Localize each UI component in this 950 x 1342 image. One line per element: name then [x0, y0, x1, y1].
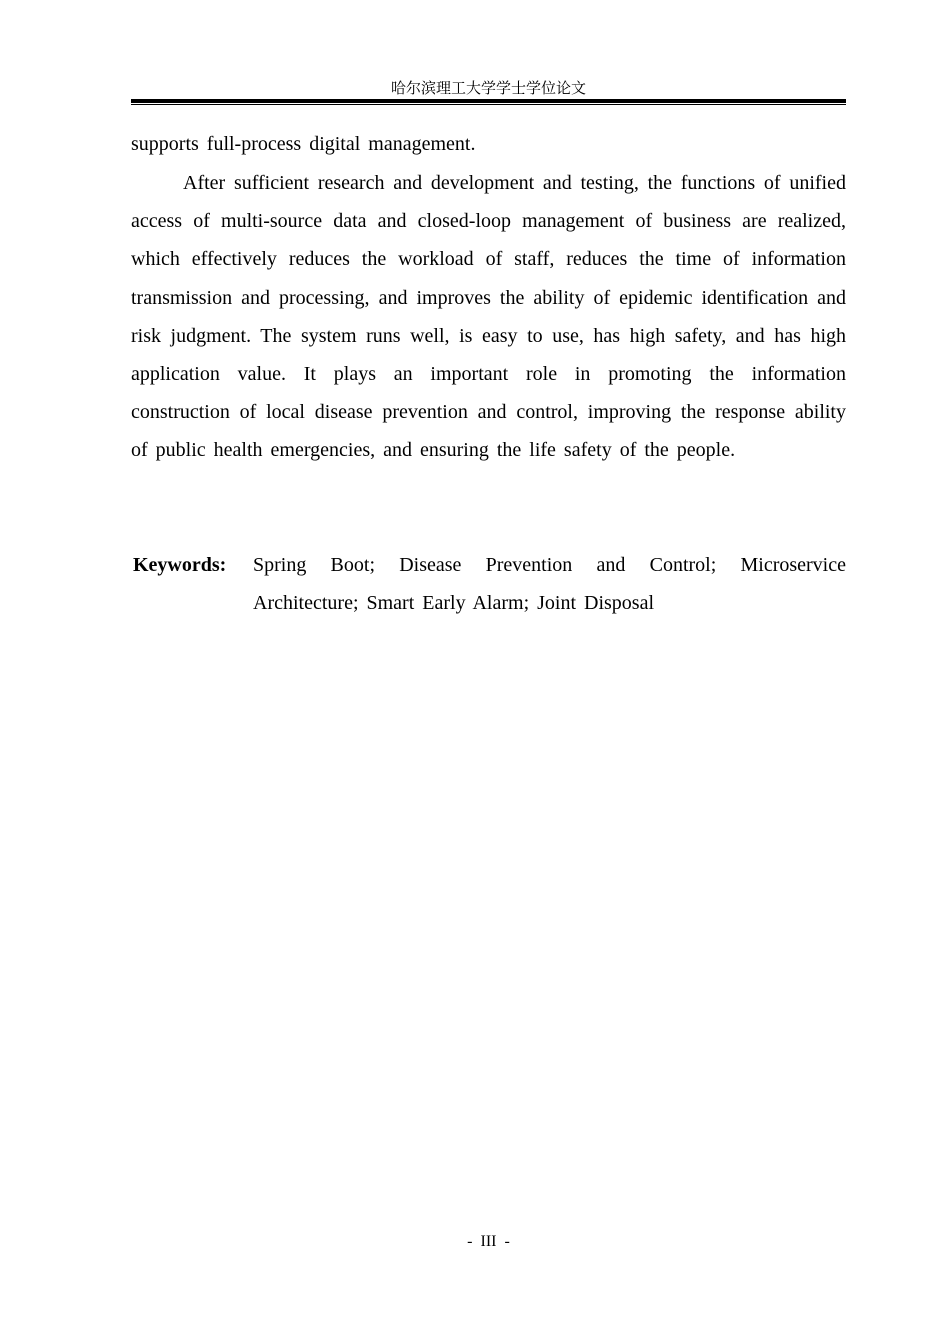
keywords-value: Spring Boot; Disease Prevention and Control; Microservice Architecture; Smart Early Alarm; Joint Disposal — [253, 554, 846, 615]
keywords-label: Keywords: — [133, 554, 227, 576]
continued-paragraph: supports full-process digital management. — [131, 133, 476, 155]
header-rule-thick — [131, 99, 846, 103]
running-header-title: 哈尔滨理工大学学士学位论文 — [390, 79, 586, 97]
header-rule-thin — [131, 104, 846, 105]
keywords-block — [131, 546, 846, 622]
abstract-paragraph: After sufficient research and development and testing, the functions of unified access of multi-source data and closed-loop management of business are realized, which effectively reduces the workload of staff, reduces the time of information transmission and processing, and improves the ability of epidemic identification and risk judgment. The system runs well, is easy to use, has high safety, and has high application value. It plays an important role in promoting the information construction of local disease prevention and control, improving the response ability of public health emergencies, and ensuring the life safety of the people. — [131, 172, 846, 462]
page-number: - III - — [467, 1233, 510, 1250]
